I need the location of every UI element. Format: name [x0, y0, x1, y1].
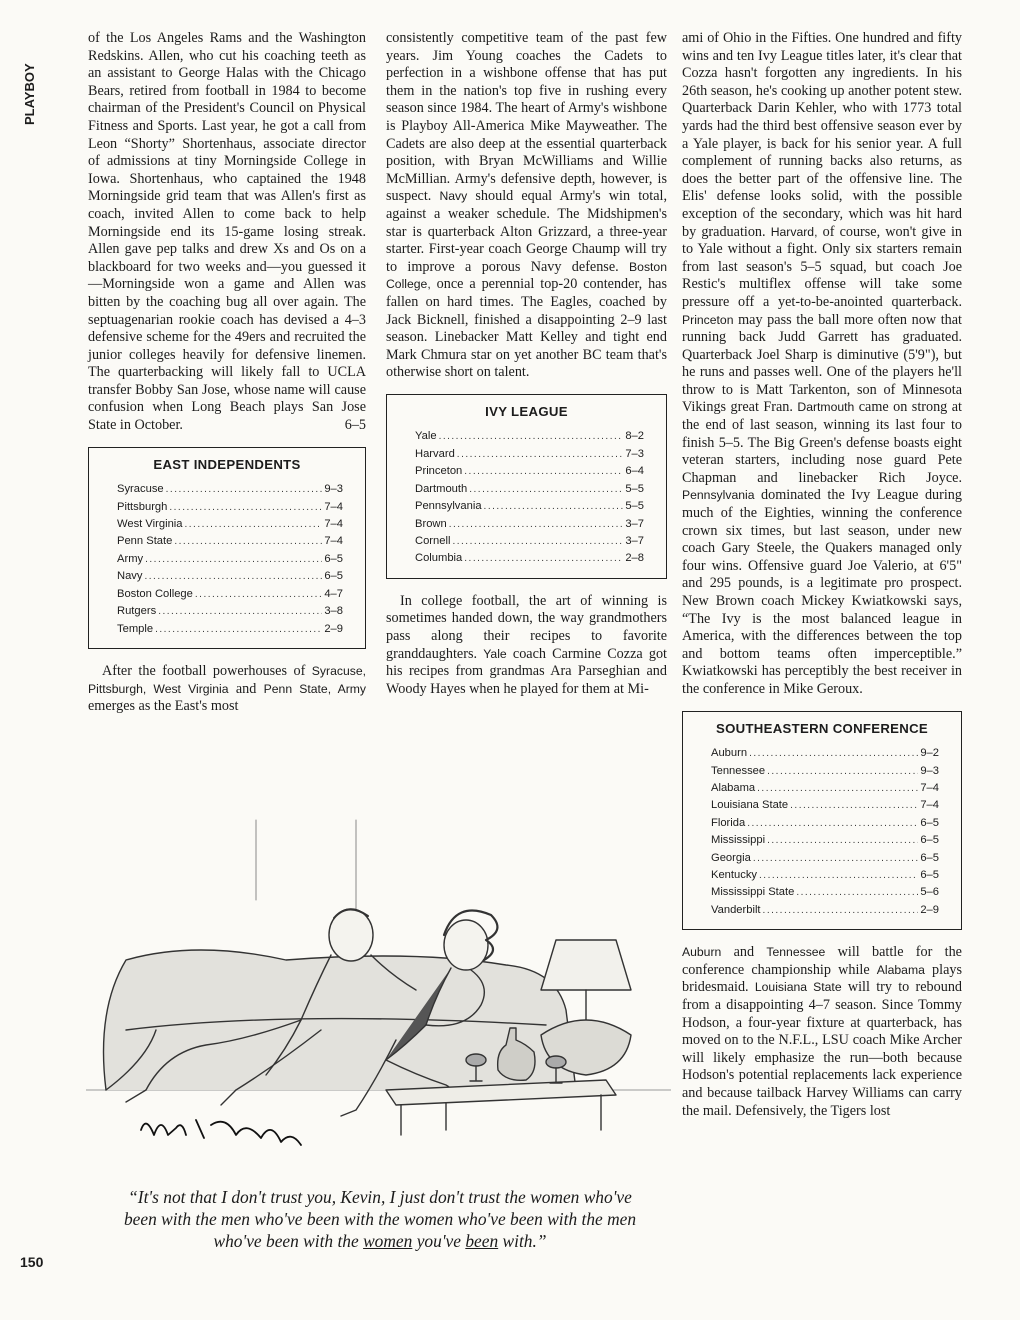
team-name: Yale [415, 430, 437, 443]
team-name: Alabama [876, 962, 925, 977]
standings-row [711, 867, 939, 884]
dot-leader [174, 533, 322, 550]
dot-leader [790, 797, 918, 814]
table-title: EAST INDEPENDENTS [153, 456, 301, 472]
standings-list [103, 481, 351, 638]
standings-row [117, 621, 343, 638]
team-name: Tennessee [711, 764, 766, 777]
team-name: Pennsylvania [415, 500, 482, 513]
team-record: 3–7 [625, 517, 644, 530]
team-record: 5–5 [625, 482, 644, 495]
team-record: 7–4 [324, 500, 343, 513]
page-number: 150 [20, 1254, 44, 1270]
east-independents-table [88, 447, 366, 649]
team-name: Mississippi State [711, 886, 795, 899]
paragraph-text: may pass the ball more often now that running back Judd Garrett has graduated. Quarterback Joel Sharp is diminutive (5'9"), but he runs and passes well. One of the players he'll throw to is Matt Tarkenton, son of Minnesota Vikings great Fran. [682, 311, 962, 416]
team-name: West Virginia [117, 518, 183, 531]
team-name: Navy [117, 570, 143, 583]
standings-row [117, 516, 343, 533]
column-3 [682, 30, 962, 1120]
caption-text: “It's not that I don't trust you, Kevin, I just don't trust the women who've been with the men who've been with the women who've been with the men who've been with the [123, 1187, 637, 1251]
team-name: Army [117, 552, 144, 565]
paragraph-text: emerges as the East's most [88, 698, 239, 715]
team-name: Tennessee [766, 945, 826, 960]
paragraph-text: coach Carmine Cozza got his recipes from grandmas Ara Parseghian and Woody Hayes when he played for them at Mi- [386, 645, 667, 697]
team-record: 9–3 [324, 483, 343, 496]
team-record: 3–7 [625, 534, 644, 547]
dot-leader [145, 568, 323, 585]
paragraph-text: In college football, the art of winning is sometimes handed down, the way grandmothers pass along their recipes to favorite granddaughters. [386, 592, 667, 662]
team-record: 5–6 [920, 886, 939, 899]
standings-row [711, 884, 939, 901]
team-record: 2–9 [920, 903, 939, 916]
standings-row [711, 850, 939, 867]
dot-leader [457, 446, 624, 463]
standings-row [117, 533, 343, 550]
team-record: 6–5 [920, 816, 939, 829]
team-name: Princeton [415, 465, 463, 478]
paragraph-text: and [228, 680, 264, 697]
standings-row [415, 428, 644, 445]
team-record: 3–8 [324, 605, 343, 618]
paragraph-text: ami of Ohio in the Fifties. One hundred and fifty wins and ten Ivy League titles later, it's clear that Cozza hasn't forgotten any ingredients. In his 26th season, he's cooking up another potent stew. Quarterback Darin Kehler, who with 1773 total yards had the third best offensive season ever by a Yale player, is back for his senior year. A full complement of running backs also returns, as does the better part of the offensive line. The Elis' defense looks solid, with the possible exception of the secondary, which was hit hard by graduation. [682, 30, 962, 240]
dot-leader [753, 850, 919, 867]
dot-leader [158, 603, 322, 620]
team-name: Kentucky [711, 869, 758, 881]
cartoon-caption [110, 1186, 650, 1252]
standings-row [415, 533, 644, 550]
team-record: 6–5 [920, 869, 939, 881]
paragraph-text: once a perennial top-20 contender, has fallen on hard times. The Eagles, coached by Jack Bicknell, finished a disappointing 2–9 last season. Linebacker Matt Kelley and tight end Mark Chmura star on yet another BC team that's otherwise short on talent. [386, 276, 667, 381]
team-name: Alabama [711, 781, 756, 794]
team-name: Boston College [117, 587, 193, 600]
paragraph-text: should equal Army's win total, against a weaker schedule. The Midshipmen's star is quarterback Alton Grizzard, a three-year starter. First-year coach George Chaump will try to improve a porous Navy defense. [386, 188, 667, 275]
team-record: 6–5 [920, 851, 939, 864]
team-record: 7–4 [324, 518, 343, 531]
dot-leader [452, 533, 623, 550]
cartoon-illustration [86, 790, 671, 1180]
team-record: 6–4 [625, 465, 644, 478]
ivy-league-table [386, 394, 667, 579]
team-record: 7–4 [324, 535, 343, 548]
dot-leader [155, 621, 322, 638]
team-name: Columbia [415, 552, 463, 565]
paragraph [88, 30, 366, 435]
paragraph-text: of the Los Angeles Rams and the Washington Redskins. Allen, who cut his coaching teeth as an assistant to George Halas with the Chicago Bears, retired from football in 1984 to become chairman of the President's Council on Physical Fitness and Sports. Last year, he got a call from Leon “Shorty” Shortenhaus, associate director of admissions at tiny Morningside College in Iowa. Shortenhaus, who captained the 1948 Morningside grid team that was Allen's first as coach, invited Allen to come back to help Morningside end its 15-game losing streak. Allen gave pep talks and drew Xs and Os on a blackboard for two weeks and—you guessed it—Morningside won a game and Allen was bitten by the coaching bug all over again. The septuagenarian rookie coach has devised a 4–3 defensive scheme for the 49ers and recruited the junior colleges heavily for defensive linemen. The quarterbacking will likely fall to UCLA transfer Bobby San Jose, whose name will cause confusion when Long Beach plays San Jose State in October. [88, 30, 366, 434]
team-name: Louisiana State [754, 980, 842, 995]
team-name: Louisiana State [711, 799, 789, 812]
team-name: Florida [711, 816, 746, 829]
team-name: Pittsburgh [117, 500, 168, 513]
team-record: 7–4 [920, 799, 939, 812]
paragraph [88, 663, 366, 716]
dot-leader [145, 551, 322, 568]
team-record: 4–7 [324, 587, 343, 600]
score-text: 6–5 [344, 417, 366, 434]
standings-row [117, 499, 343, 516]
team-name: Temple [117, 622, 154, 635]
magazine-name: PLAYBOY [22, 63, 37, 125]
paragraph [386, 30, 667, 382]
team-record: 7–4 [920, 781, 939, 794]
team-name: Rutgers [117, 605, 157, 618]
standings-row [711, 832, 939, 849]
team-name: Yale [483, 646, 507, 661]
standings-row [415, 481, 644, 498]
dot-leader [449, 516, 624, 533]
team-name: Syracuse [117, 483, 164, 496]
standings-row [711, 797, 939, 814]
team-name: Pennsylvania [682, 488, 755, 503]
dot-leader [796, 884, 918, 901]
paragraph-text: dominated the Ivy League during much of the Eighties, winning the conference crown six times, but last season, under new coach Gary Steele, the Quakers managed only four wins. Offensive guard Joe Valerio, at 6'5" and 295 pounds, is a legitimate pro prospect. New Brown coach Mickey Kwiatkowski says, “The Ivy is the most balanced league in America, with the differences between the top and bottom teams often imperceptible.” Kwiatkowski has perceptibly the best receiver in the conference in Mike Geroux. [682, 487, 962, 697]
team-record: 6–5 [324, 570, 343, 583]
paragraph [682, 30, 962, 699]
dot-leader [757, 780, 918, 797]
paragraph-text: consistently competitive team of the past few years. Jim Young coaches the Cadets to perfection in a wishbone offense that has put them in the nation's top five in rushing every season since 1984. The heart of Army's wishbone is Playboy All-America Mike Mayweather. The Cadets are also deep at the essential quarterback position, with Bryan McWilliams and Willie McMillian. Army's defensive depth, however, is suspect. [386, 30, 667, 205]
dot-leader [469, 481, 623, 498]
dot-leader [749, 745, 918, 762]
team-name: Boston College, [386, 259, 667, 292]
team-record: 9–3 [920, 764, 939, 777]
paragraph-text: plays bridesmaid. [682, 961, 962, 996]
standings-row [117, 568, 343, 585]
standings-row [415, 446, 644, 463]
team-name: Penn State, Army [263, 681, 367, 696]
caption-underlined-word: women [363, 1231, 413, 1251]
standings-row [415, 498, 644, 515]
standings-row [117, 586, 343, 603]
standings-list [697, 745, 947, 919]
paragraph-text: will try to rebound from a disappointing 4–7 season. Since Tommy Hodson, a four-year fixture at quarterback, has moved on to the N.F.L., LSU coach Mike Archer will likely emphasize the run—both because Hodson's potential replacements lack experience and because tailback Harvey Williams can carry the mail. Defensively, the Tigers lost [682, 979, 963, 1119]
team-name: Navy [439, 189, 468, 204]
paragraph-text: and [721, 944, 767, 961]
team-name: Vanderbilt [711, 903, 761, 916]
standings-list [401, 428, 652, 567]
team-name: Princeton [682, 312, 734, 327]
standings-row [711, 745, 939, 762]
paragraph-text: will battle for the conference championship while [682, 944, 962, 978]
dot-leader [195, 586, 322, 603]
team-name: Cornell [415, 534, 451, 547]
standings-row [117, 481, 343, 498]
team-record: 5–5 [625, 500, 644, 513]
team-name: Brown [415, 517, 447, 530]
standings-row [711, 780, 939, 797]
caption-text: you've [412, 1231, 466, 1251]
paragraph [386, 593, 667, 699]
dot-leader [763, 902, 919, 919]
team-name: Mississippi [711, 834, 766, 847]
column-1 [88, 30, 366, 716]
dot-leader [166, 481, 323, 498]
team-name: Georgia [711, 851, 751, 864]
dot-leader [169, 499, 322, 516]
paragraph [682, 944, 962, 1120]
paragraph-text: came on strong at the end of last season, winning its last four to finish 5–5. The Big Green's defense boasts eight veteran starters, including nose guard Pete Chapman and linebacker Rich Joyce. [682, 399, 962, 486]
team-name: Penn State [117, 535, 173, 548]
team-record: 2–8 [625, 552, 644, 565]
team-record: 8–2 [625, 430, 644, 443]
dot-leader [767, 763, 918, 780]
team-record: 9–2 [920, 747, 939, 760]
team-name: Auburn [682, 945, 722, 960]
team-record: 6–5 [920, 834, 939, 847]
team-name: Harvard, [770, 224, 818, 239]
team-record: 7–3 [625, 447, 644, 460]
team-name: Syracuse, Pittsburgh, West Virginia [88, 663, 366, 696]
dot-leader [759, 867, 918, 884]
table-title: SOUTHEASTERN CONFERENCE [715, 720, 929, 736]
team-name: Auburn [711, 747, 748, 760]
paragraph-text: of course, won't give in to Yale without a fight. Only six starters remain from last season's 5–5 squad, but coach Joe Restic's multiflex offense will take some pressure off a yet-to-be-anointed quarterback. [682, 223, 962, 310]
standings-row [711, 815, 939, 832]
standings-row [415, 463, 644, 480]
team-record: 2–9 [324, 622, 343, 635]
dot-leader [747, 815, 918, 832]
paragraph-text: After the football powerhouses of [102, 662, 312, 679]
team-name: Dartmouth [415, 482, 468, 495]
dot-leader [185, 516, 323, 533]
column-2 [386, 30, 667, 698]
team-record: 6–5 [324, 552, 343, 565]
team-name: Harvard [415, 447, 455, 460]
caption-underlined-word: been [465, 1231, 499, 1251]
southeastern-conference-table [682, 711, 962, 931]
standings-row [117, 603, 343, 620]
dot-leader [464, 550, 623, 567]
standings-row [711, 763, 939, 780]
team-name: Dartmouth [797, 400, 855, 415]
standings-row [415, 516, 644, 533]
dot-leader [464, 463, 623, 480]
dot-leader [484, 498, 624, 515]
dot-leader [767, 832, 918, 849]
standings-row [415, 550, 644, 567]
standings-row [117, 551, 343, 568]
standings-row [711, 902, 939, 919]
dot-leader [439, 428, 624, 445]
caption-text: with.” [498, 1231, 547, 1251]
table-title: IVY LEAGUE [485, 403, 568, 419]
